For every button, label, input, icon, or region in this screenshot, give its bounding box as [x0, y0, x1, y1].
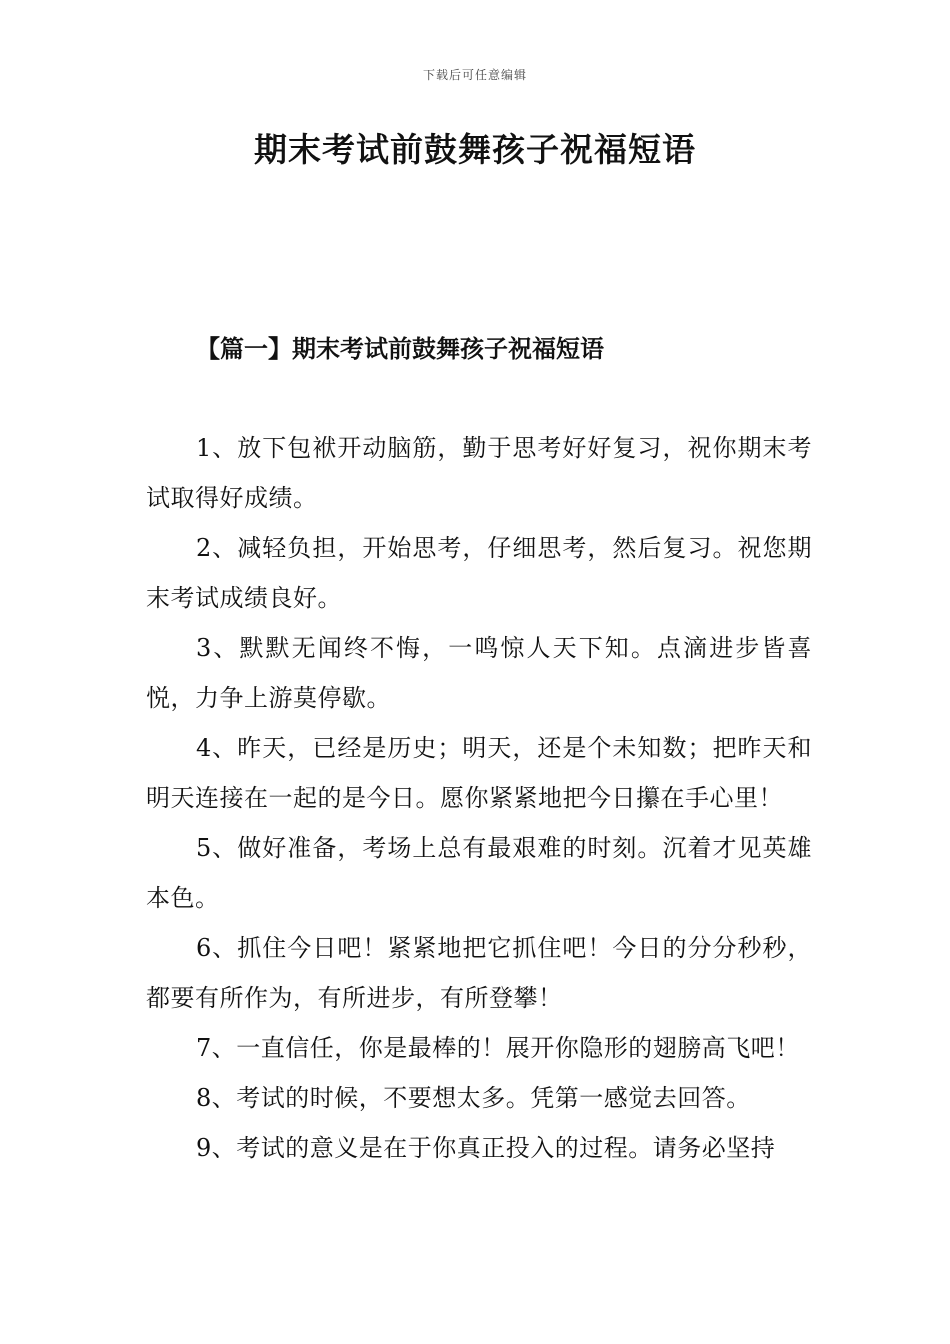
paragraph-6: 6、抓住今日吧！紧紧地把它抓住吧！今日的分分秒秒，都要有所作为，有所进步，有所登攀！ [146, 934, 812, 1012]
paragraph-5: 5、做好准备，考场上总有最艰难的时刻。沉着才见英雄本色。 [146, 834, 812, 912]
paragraph-7: 7、一直信任，你是最棒的！展开你隐形的翅膀高飞吧！ [196, 1034, 800, 1062]
paragraph-9: 9、考试的意义是在于你真正投入的过程。请务必坚持 [196, 1134, 776, 1162]
paragraph-3: 3、默默无闻终不悔，一鸣惊人天下知。点滴进步皆喜悦，力争上游莫停歇。 [146, 634, 812, 712]
paragraph-4: 4、昨天，已经是历史；明天，还是个未知数；把昨天和明天连接在一起的是今日。愿你紧紧地把今日攥在手心里！ [146, 734, 812, 812]
section-heading: 【篇一】期末考试前鼓舞孩子祝福短语 [196, 334, 604, 363]
document-body [146, 423, 812, 1173]
header-note: 下载后可任意编辑 [422, 68, 527, 82]
paragraph-1: 1、放下包袱开动脑筋，勤于思考好好复习，祝你期末考试取得好成绩。 [146, 434, 812, 512]
document-title: 期末考试前鼓舞孩子祝福短语 [254, 130, 696, 169]
paragraph-2: 2、减轻负担，开始思考，仔细思考，然后复习。祝您期末考试成绩良好。 [146, 534, 812, 612]
paragraph-8: 8、考试的时候，不要想太多。凭第一感觉去回答。 [196, 1084, 751, 1112]
